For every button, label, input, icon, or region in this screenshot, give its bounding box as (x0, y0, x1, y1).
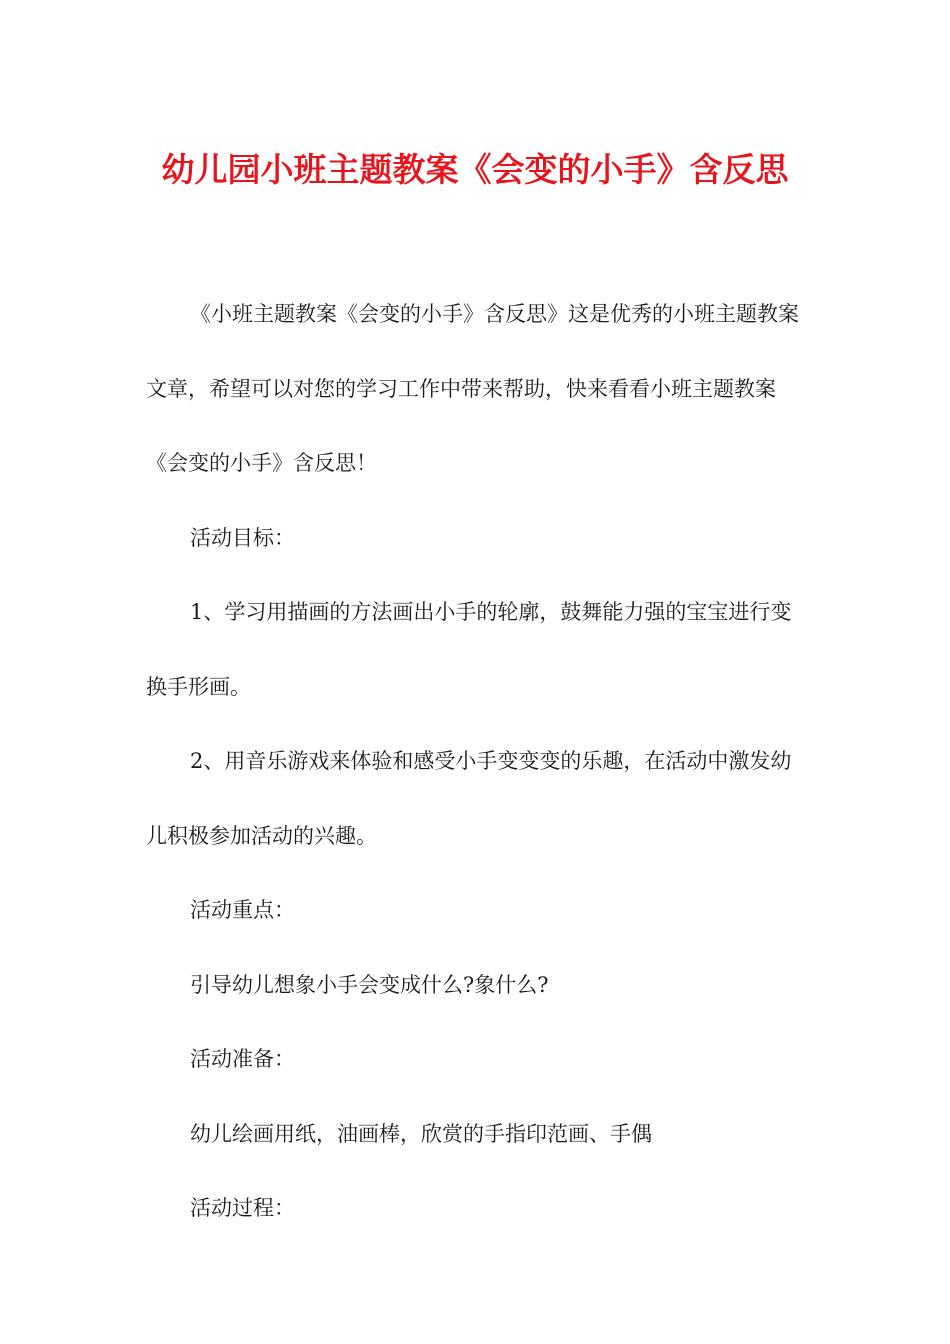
section-heading-focus: 活动重点： (190, 898, 295, 922)
goal-item-1: 1、学习用描画的方法画出小手的轮廓，鼓舞能力强的宝宝进行变换手形画。 (146, 600, 792, 699)
preparation-paragraph: 幼儿绘画用纸，油画棒，欣赏的手指印范画、手偶 (190, 1121, 652, 1146)
focus-paragraph: 引导幼儿想象小手会变成什么?象什么? (190, 972, 549, 997)
document-body (146, 277, 810, 1246)
section-heading-process: 活动过程： (190, 1196, 295, 1220)
document-title: 幼儿园小班主题教案《会变的小手》含反思 (161, 150, 789, 189)
intro-paragraph: 《小班主题教案《会变的小手》含反思》这是优秀的小班主题教案文章，希望可以对您的学习工作中带来帮助，快来看看小班主题教案《会变的小手》含反思！ (146, 302, 799, 475)
goal-item-2: 2、用音乐游戏来体验和感受小手变变变的乐趣，在活动中激发幼儿积极参加活动的兴趣。 (146, 749, 792, 848)
section-heading-goals: 活动目标： (190, 525, 295, 550)
section-heading-preparation: 活动准备： (190, 1047, 295, 1071)
